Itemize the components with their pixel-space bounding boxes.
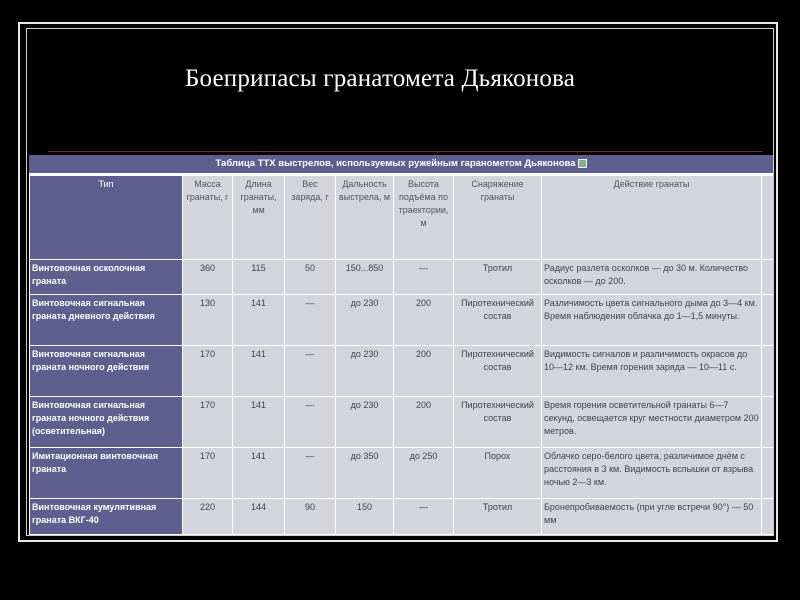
cell-height: 200 [394, 397, 454, 448]
cell-mass: 130 [183, 295, 233, 346]
cell-charge: 90 [285, 499, 336, 535]
cell-height: — [394, 499, 454, 535]
cell-mass: 220 [183, 499, 233, 535]
cell-spacer [762, 499, 774, 535]
ammo-table [29, 155, 773, 535]
specs-table [29, 175, 773, 535]
header-spacer [762, 176, 774, 260]
cell-range: до 230 [336, 397, 394, 448]
header-charge-weight: Вес заряда, г [285, 176, 336, 260]
cell-type: Винтовочная кумулятивная граната ВКГ-40 [30, 499, 183, 535]
cell-charge: — [285, 397, 336, 448]
cell-length: 141 [233, 448, 285, 499]
cell-filling: Порох [454, 448, 542, 499]
table-row [30, 346, 774, 397]
cell-mass: 360 [183, 260, 233, 295]
table-header-row [30, 176, 774, 260]
cell-range: до 350 [336, 448, 394, 499]
cell-type: Винтовочная осколочная граната [30, 260, 183, 295]
cell-type: Винтовочная сигнальная граната дневного действия [30, 295, 183, 346]
cell-effect: Облачко серо-белого цвета, различимое днём с расстояния в 3 км. Видимость вспышки от взрыва ночью 2—3 км. [542, 448, 762, 499]
cell-length: 141 [233, 295, 285, 346]
header-range: Дальность выстрела, м [336, 176, 394, 260]
cell-spacer [762, 295, 774, 346]
header-trajectory-height: Высота подъёма по траектории, м [394, 176, 454, 260]
cell-filling: Тротил [454, 499, 542, 535]
cell-range: до 230 [336, 346, 394, 397]
header-effect: Действие гранаты [542, 176, 762, 260]
table-row [30, 397, 774, 448]
slide-title: Боеприпасы гранатомета Дьяконова [184, 65, 576, 92]
cell-type: Имитационная винтовочная граната [30, 448, 183, 499]
cell-charge: — [285, 448, 336, 499]
cell-effect: Видимость сигналов и различимость окрасов до 10—12 км. Время горения заряда — 10—11 с. [542, 346, 762, 397]
cell-spacer [762, 346, 774, 397]
cell-charge: — [285, 346, 336, 397]
cell-mass: 170 [183, 346, 233, 397]
header-mass: Масса гранаты, г [183, 176, 233, 260]
cell-height: 200 [394, 295, 454, 346]
cell-filling: Пиротехнический состав [454, 397, 542, 448]
table-row [30, 260, 774, 295]
cell-range: 150 [336, 499, 394, 535]
cell-length: 141 [233, 397, 285, 448]
cell-height: до 250 [394, 448, 454, 499]
table-row [30, 448, 774, 499]
cell-mass: 170 [183, 448, 233, 499]
cell-height: 200 [394, 346, 454, 397]
header-length: Длина гранаты, мм [233, 176, 285, 260]
cell-charge: — [285, 295, 336, 346]
cell-charge: 50 [285, 260, 336, 295]
cell-effect: Различимость цвета сигнального дыма до 3—4 км. Время наблюдения облачка до 1—1,5 минуты. [542, 295, 762, 346]
table-row [30, 295, 774, 346]
image-placeholder-icon [578, 159, 587, 168]
header-type: Тип [30, 176, 183, 260]
cell-range: до 230 [336, 295, 394, 346]
cell-height: — [394, 260, 454, 295]
cell-type: Винтовочная сигнальная граната ночного действия [30, 346, 183, 397]
table-row [30, 499, 774, 535]
cell-length: 144 [233, 499, 285, 535]
table-caption [29, 155, 773, 175]
cell-effect: Время горения осветительной гранаты 6—7 секунд, освещается круг местности диаметром 200 метров. [542, 397, 762, 448]
cell-filling: Пиротехнический состав [454, 295, 542, 346]
cell-effect: Бронепробиваемость (при угле встречи 90°) — 50 мм [542, 499, 762, 535]
cell-filling: Пиротехнический состав [454, 346, 542, 397]
cell-spacer [762, 448, 774, 499]
table-caption-text: Таблица ТТХ выстрелов, используемых ружейным гаранометом Дьяконова [215, 158, 576, 169]
header-filling: Снаряжение гранаты [454, 176, 542, 260]
cell-length: 115 [233, 260, 285, 295]
title-divider [48, 151, 763, 152]
cell-length: 141 [233, 346, 285, 397]
cell-effect: Радиус разлета осколков — до 30 м. Количество осколков — до 200. [542, 260, 762, 295]
cell-type: Винтовочная сигнальная граната ночного действия (осветительная) [30, 397, 183, 448]
cell-spacer [762, 397, 774, 448]
cell-filling: Тротил [454, 260, 542, 295]
cell-range: 150...850 [336, 260, 394, 295]
cell-mass: 170 [183, 397, 233, 448]
cell-spacer [762, 260, 774, 295]
